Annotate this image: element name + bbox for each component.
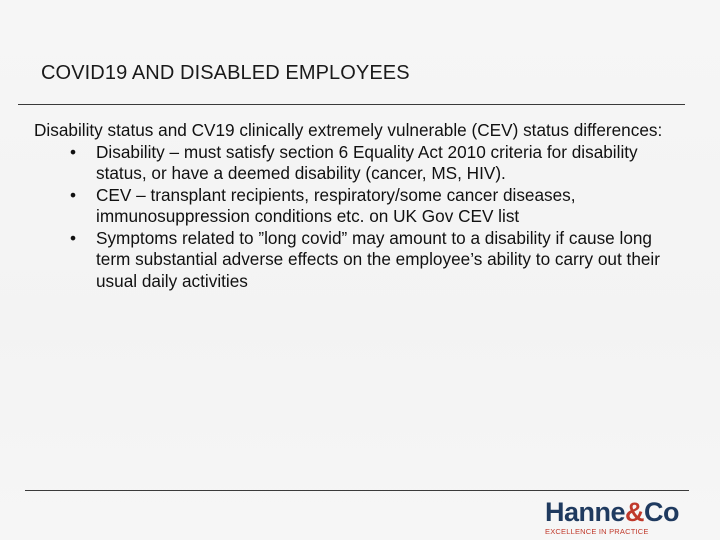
bullet-list <box>34 142 674 293</box>
bullet-dot-icon: • <box>70 227 77 248</box>
bullet-text: Symptoms related to ”long covid” may amount to a disability if cause long term substantial adverse effects on the employee’s ability to carry out their usual daily activities <box>96 227 660 291</box>
title-divider <box>18 104 685 105</box>
bullet-item <box>34 228 674 293</box>
logo-wordmark: Hanne&Co <box>545 497 680 527</box>
company-logo <box>545 497 710 537</box>
bullet-dot-icon: • <box>70 184 77 205</box>
slide-title: COVID19 AND DISABLED EMPLOYEES <box>41 62 410 84</box>
logo-tagline: EXCELLENCE IN PRACTICE <box>545 527 649 536</box>
bullet-item <box>34 142 674 185</box>
footer-divider <box>25 490 689 491</box>
bullet-dot-icon: • <box>70 141 77 162</box>
slide-body <box>34 120 674 292</box>
bullet-text: Disability – must satisfy section 6 Equality Act 2010 criteria for disability status, or have a deemed disability (cancer, MS, HIV). <box>96 141 638 183</box>
intro-text: Disability status and CV19 clinically extremely vulnerable (CEV) status differences: <box>34 120 663 140</box>
bullet-text: CEV – transplant recipients, respiratory/some cancer diseases, immunosuppression conditions etc. on UK Gov CEV list <box>96 184 576 226</box>
bullet-item <box>34 185 674 228</box>
